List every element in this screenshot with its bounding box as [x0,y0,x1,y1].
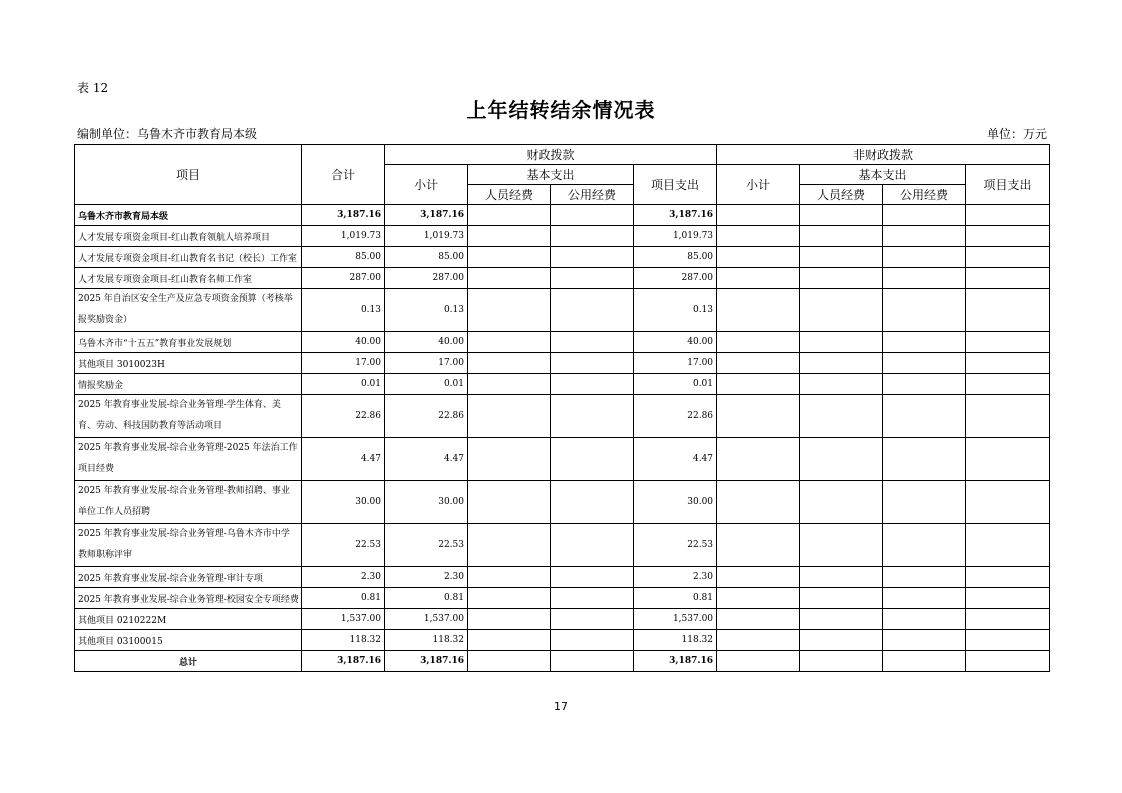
row-nonfiscal-project [966,353,1050,374]
row-nonfiscal-project [966,438,1050,481]
row-fiscal-personnel [468,609,551,630]
table-row [75,289,1050,332]
row-fiscal-personnel [468,438,551,481]
row-item-name: 2025 年教育事业发展-综合业务管理-审计专项 [75,567,302,588]
row-nonfiscal-project [966,609,1050,630]
row-nonfiscal-personnel [800,438,883,481]
row-fiscal-personnel [468,247,551,268]
row-total: 1,019.73 [302,226,385,247]
row-nonfiscal-public [883,289,966,332]
table-row [75,588,1050,609]
row-fiscal-personnel [468,268,551,289]
table-row [75,247,1050,268]
header-fiscal-personnel: 人员经费 [468,185,551,205]
row-total: 40.00 [302,332,385,353]
row-nonfiscal-project [966,289,1050,332]
row-fiscal-subtotal: 17.00 [385,353,468,374]
table-row [75,205,1050,226]
header-nonfiscal-public: 公用经费 [883,185,966,205]
row-fiscal-subtotal: 22.86 [385,395,468,438]
row-fiscal-public [551,481,634,524]
row-fiscal-project: 17.00 [634,353,717,374]
row-fiscal-public [551,567,634,588]
row-fiscal-public [551,609,634,630]
row-nonfiscal-subtotal [717,630,800,651]
row-fiscal-project: 3,187.16 [634,651,717,672]
table-body [75,205,1050,672]
table-row [75,332,1050,353]
table-label: 表 12 [77,81,109,95]
row-nonfiscal-public [883,609,966,630]
row-fiscal-public [551,524,634,567]
row-nonfiscal-personnel [800,332,883,353]
row-nonfiscal-personnel [800,524,883,567]
row-fiscal-personnel [468,588,551,609]
row-fiscal-project: 287.00 [634,268,717,289]
row-item-name: 其他项目 0210222M [75,609,302,630]
row-nonfiscal-subtotal [717,609,800,630]
row-fiscal-public [551,353,634,374]
header-total: 合计 [302,145,385,205]
row-total: 3,187.16 [302,205,385,226]
row-item-name: 总计 [75,651,302,672]
row-nonfiscal-subtotal [717,481,800,524]
row-fiscal-public [551,374,634,395]
row-fiscal-public [551,588,634,609]
header-nonfiscal-project: 项目支出 [966,165,1050,205]
page-number: 17 [554,700,568,713]
row-fiscal-public [551,205,634,226]
row-fiscal-public [551,226,634,247]
row-nonfiscal-project [966,588,1050,609]
row-nonfiscal-subtotal [717,332,800,353]
row-total: 85.00 [302,247,385,268]
row-item-name: 情报奖励金 [75,374,302,395]
row-total: 1,537.00 [302,609,385,630]
row-item-name: 人才发展专项资金项目-红山教育名书记（校长）工作室 [75,247,302,268]
compiling-unit: 编制单位：乌鲁木齐市教育局本级 [77,127,258,141]
table-row [75,630,1050,651]
row-fiscal-subtotal: 1,537.00 [385,609,468,630]
row-nonfiscal-public [883,481,966,524]
row-nonfiscal-public [883,353,966,374]
row-nonfiscal-personnel [800,374,883,395]
row-fiscal-public [551,395,634,438]
row-nonfiscal-personnel [800,226,883,247]
row-nonfiscal-subtotal [717,247,800,268]
row-item-name: 2025 年教育事业发展-综合业务管理-校园安全专项经费 [75,588,302,609]
row-fiscal-personnel [468,630,551,651]
row-fiscal-project: 0.81 [634,588,717,609]
header-fiscal: 财政拨款 [385,145,717,165]
row-nonfiscal-public [883,651,966,672]
row-fiscal-project: 85.00 [634,247,717,268]
row-nonfiscal-project [966,524,1050,567]
row-nonfiscal-subtotal [717,567,800,588]
row-nonfiscal-project [966,651,1050,672]
row-nonfiscal-personnel [800,567,883,588]
row-fiscal-public [551,651,634,672]
row-nonfiscal-project [966,481,1050,524]
row-total: 4.47 [302,438,385,481]
header-fiscal-basic: 基本支出 [468,165,634,185]
row-item-name: 2025 年教育事业发展-综合业务管理-2025 年法治工作项目经费 [75,438,302,481]
row-fiscal-project: 22.86 [634,395,717,438]
row-item-name: 2025 年教育事业发展-综合业务管理-教师招聘、事业单位工作人员招聘 [75,481,302,524]
row-fiscal-personnel [468,289,551,332]
page-title: 上年结转结余情况表 [466,98,656,122]
row-nonfiscal-project [966,268,1050,289]
row-item-name: 乌鲁木齐市“十五五”教育事业发展规划 [75,332,302,353]
row-nonfiscal-public [883,226,966,247]
header-fiscal-subtotal: 小计 [385,165,468,205]
row-fiscal-personnel [468,374,551,395]
row-nonfiscal-personnel [800,609,883,630]
row-nonfiscal-subtotal [717,289,800,332]
row-total: 17.00 [302,353,385,374]
row-nonfiscal-subtotal [717,395,800,438]
header-nonfiscal-subtotal: 小计 [717,165,800,205]
row-nonfiscal-subtotal [717,268,800,289]
row-total: 2.30 [302,567,385,588]
table-row [75,395,1050,438]
row-nonfiscal-subtotal [717,588,800,609]
row-nonfiscal-project [966,374,1050,395]
row-fiscal-subtotal: 3,187.16 [385,651,468,672]
row-nonfiscal-project [966,247,1050,268]
row-fiscal-project: 1,019.73 [634,226,717,247]
row-nonfiscal-public [883,395,966,438]
row-fiscal-subtotal: 0.13 [385,289,468,332]
table-row [75,524,1050,567]
row-fiscal-project: 30.00 [634,481,717,524]
table-row [75,374,1050,395]
table-row [75,481,1050,524]
table-row [75,438,1050,481]
row-fiscal-public [551,630,634,651]
row-fiscal-project: 3,187.16 [634,205,717,226]
row-fiscal-public [551,438,634,481]
row-nonfiscal-subtotal [717,374,800,395]
row-nonfiscal-personnel [800,651,883,672]
row-item-name: 2025 年教育事业发展-综合业务管理-学生体育、美育、劳动、科技国防教育等活动项目 [75,395,302,438]
total-row [75,651,1050,672]
header-row-1 [75,145,1050,165]
row-fiscal-project: 22.53 [634,524,717,567]
row-item-name: 其他项目 03100015 [75,630,302,651]
row-nonfiscal-personnel [800,353,883,374]
row-total: 0.01 [302,374,385,395]
header-fiscal-project: 项目支出 [634,165,717,205]
row-nonfiscal-public [883,247,966,268]
row-fiscal-personnel [468,651,551,672]
row-total: 287.00 [302,268,385,289]
row-fiscal-public [551,268,634,289]
row-nonfiscal-subtotal [717,353,800,374]
row-fiscal-project: 40.00 [634,332,717,353]
row-total: 3,187.16 [302,651,385,672]
table-row [75,567,1050,588]
row-fiscal-project: 0.01 [634,374,717,395]
row-fiscal-public [551,289,634,332]
row-fiscal-subtotal: 30.00 [385,481,468,524]
row-item-name: 人才发展专项资金项目-红山教育领航人培养项目 [75,226,302,247]
row-total: 0.13 [302,289,385,332]
row-nonfiscal-personnel [800,205,883,226]
row-nonfiscal-public [883,374,966,395]
row-nonfiscal-public [883,332,966,353]
header-item: 项目 [75,145,302,205]
row-nonfiscal-personnel [800,588,883,609]
row-fiscal-subtotal: 85.00 [385,247,468,268]
row-nonfiscal-personnel [800,268,883,289]
row-fiscal-subtotal: 2.30 [385,567,468,588]
row-fiscal-personnel [468,353,551,374]
row-nonfiscal-subtotal [717,524,800,567]
row-item-name: 2025 年教育事业发展-综合业务管理-乌鲁木齐市中学教师职称评审 [75,524,302,567]
row-fiscal-subtotal: 22.53 [385,524,468,567]
table-row [75,609,1050,630]
header-nonfiscal-basic: 基本支出 [800,165,966,185]
row-fiscal-subtotal: 3,187.16 [385,205,468,226]
row-nonfiscal-public [883,524,966,567]
row-nonfiscal-subtotal [717,205,800,226]
row-fiscal-personnel [468,226,551,247]
row-fiscal-subtotal: 0.81 [385,588,468,609]
row-total: 30.00 [302,481,385,524]
row-total: 22.53 [302,524,385,567]
row-fiscal-personnel [468,567,551,588]
row-fiscal-subtotal: 0.01 [385,374,468,395]
row-nonfiscal-subtotal [717,651,800,672]
header-nonfiscal: 非财政拨款 [717,145,1050,165]
carryover-table [74,144,1050,672]
row-fiscal-personnel [468,332,551,353]
row-total: 0.81 [302,588,385,609]
row-nonfiscal-public [883,630,966,651]
row-nonfiscal-personnel [800,289,883,332]
row-nonfiscal-personnel [800,630,883,651]
row-nonfiscal-public [883,438,966,481]
header-nonfiscal-personnel: 人员经费 [800,185,883,205]
currency-unit: 单位：万元 [986,127,1047,141]
row-fiscal-project: 2.30 [634,567,717,588]
row-nonfiscal-project [966,630,1050,651]
row-fiscal-personnel [468,524,551,567]
row-nonfiscal-personnel [800,481,883,524]
row-nonfiscal-personnel [800,395,883,438]
row-nonfiscal-public [883,567,966,588]
row-fiscal-public [551,247,634,268]
row-total: 22.86 [302,395,385,438]
row-fiscal-subtotal: 1,019.73 [385,226,468,247]
table-row [75,268,1050,289]
header-fiscal-public: 公用经费 [551,185,634,205]
row-nonfiscal-project [966,332,1050,353]
row-fiscal-project: 0.13 [634,289,717,332]
row-nonfiscal-subtotal [717,226,800,247]
row-item-name: 2025 年自治区安全生产及应急专项资金预算（考核举报奖励资金） [75,289,302,332]
row-fiscal-subtotal: 118.32 [385,630,468,651]
row-total: 118.32 [302,630,385,651]
row-fiscal-subtotal: 287.00 [385,268,468,289]
row-item-name: 人才发展专项资金项目-红山教育名师工作室 [75,268,302,289]
table-row [75,226,1050,247]
row-fiscal-subtotal: 4.47 [385,438,468,481]
row-nonfiscal-project [966,567,1050,588]
row-fiscal-personnel [468,395,551,438]
row-nonfiscal-project [966,205,1050,226]
row-fiscal-subtotal: 40.00 [385,332,468,353]
row-nonfiscal-public [883,205,966,226]
row-fiscal-project: 118.32 [634,630,717,651]
row-fiscal-personnel [468,481,551,524]
row-nonfiscal-personnel [800,247,883,268]
row-fiscal-project: 4.47 [634,438,717,481]
row-item-name: 其他项目 3010023H [75,353,302,374]
row-fiscal-project: 1,537.00 [634,609,717,630]
row-fiscal-personnel [468,205,551,226]
row-nonfiscal-public [883,588,966,609]
row-nonfiscal-project [966,226,1050,247]
row-fiscal-public [551,332,634,353]
row-nonfiscal-project [966,395,1050,438]
row-nonfiscal-subtotal [717,438,800,481]
row-item-name: 乌鲁木齐市教育局本级 [75,205,302,226]
row-nonfiscal-public [883,268,966,289]
table-row [75,353,1050,374]
